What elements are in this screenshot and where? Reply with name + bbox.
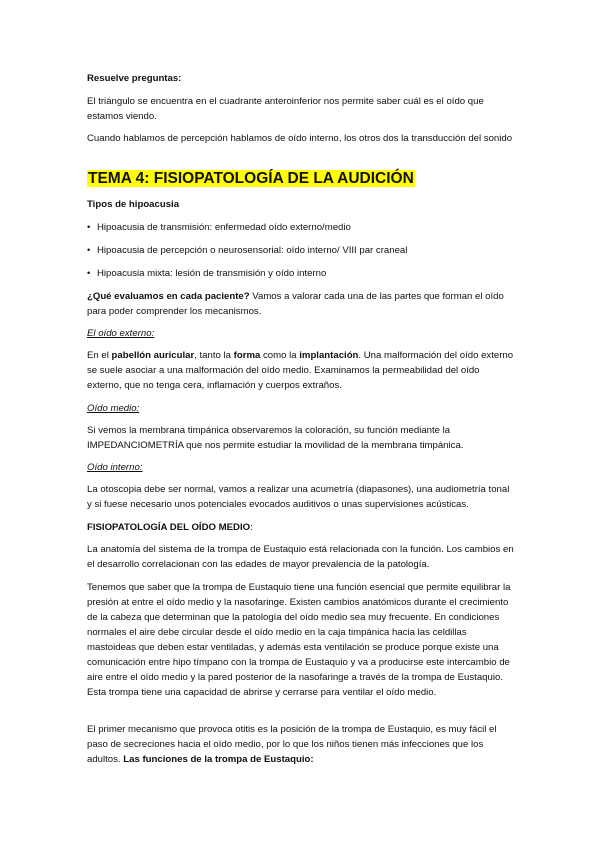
chapter-heading-text: TEMA 4: FISIOPATOLOGÍA DE LA AUDICIÓN [88,170,414,187]
text-run: . Una malformación del oído externo se suele asociar a una malformación del oído medio. Examinamos la permeabilidad del oído externo, que no tenga cera, inflamación y cuerpos extraños. [87,350,514,391]
question-rest: Vamos a valorar cada una de las partes que forman el oído para poder comprender los mecanismos. [87,291,504,317]
list-item-text: Hipoacusia mixta: lesión de transmisión y oído interno [97,268,327,279]
paragraph-triangulo: El triángulo se encuentra en el cuadrante anteroinferior nos permite saber cuál es el oído que estamos viendo. [87,96,484,122]
paragraph-tenemos: Tenemos que saber que la trompa de Eustaquio tiene una función esencial que permite equilibrar la presión at entre el oído medio y la nasofaringe. Existen cambios anatómicos durante el crecimiento de la cabeza que determinan que la patología del oído medio sea muy frecuente. En condiciones normales el aire debe circular desde el oído medio en la caja timpánica hacia las celdillas mastoideas que deben estar ventiladas, y además esta ventilación se produce porque existe una comunicación entre hipo tímpano con la trompa de Eustaquio y va a producirse este intercambio de aire entre el oído medio y la pared posterior de la nasofaringe a través de la trompa de Eustaquio. Esta trompa tiene una capacidad de abrirse y cerrarse para ventilar el oído medio. [87,582,511,698]
bullet-icon: • [87,222,91,233]
subsection-title-interno: Oído interno: [87,462,143,473]
bullet-icon: • [87,245,91,256]
text-run: En el [87,350,112,361]
term-implantacion: implantación [299,350,359,361]
paragraph-evaluamos [87,289,515,319]
paragraph-externo [87,348,515,393]
paragraph-medio: Si vemos la membrana timpánica observaremos la coloración, su función mediante la IMPEDANCIOMETRÍA que nos permite estudiar la movilidad de la membrana timpánica. [87,425,464,451]
fisiopatologia-colon: : [250,522,253,533]
resuelve-label: Resuelve preguntas: [87,73,182,84]
list-item-text: Hipoacusia de transmisión: enfermedad oído externo/medio [97,222,351,233]
list-item [87,243,515,258]
paragraph-primer-mecanismo [87,722,515,767]
question-bold: ¿Qué evaluamos en cada paciente? [87,291,250,302]
list-item-text: Hipoacusia de percepción o neurosensorial: oído interno/ VIII par craneal [97,245,408,256]
text-run: El primer mecanismo que provoca otitis es la posición de la trompa de Eustaquio, es muy fácil el paso de secreciones hacia el oído medio, por lo que los niños tienen más infecciones que los adultos. [87,724,497,765]
fisiopatologia-text: FISIOPATOLOGÍA DEL OÍDO MEDIO [87,522,251,533]
text-run: como la [260,350,300,361]
paragraph-anatomia: La anatomía del sistema de la trompa de Eustaquio está relacionada con la función. Los cambios en el desarrollo correlacionan con las edades de mayor prevalencia de la patología. [87,544,514,570]
subsection-title-externo: El oído externo: [87,328,155,339]
text-run: , tanto la [194,350,234,361]
funciones-trompa-bold: Las funciones de la trompa de Eustaquio: [123,754,314,765]
paragraph-interno: La otoscopia debe ser normal, vamos a realizar una acumetría (diapasones), una audiometría tonal y si fuese necesario unos potenciales evocados auditivos o unas supervisiones acústicas. [87,484,510,510]
paragraph-percepcion: Cuando hablamos de percepción hablamos de oído interno, los otros dos la transducción del sonido [87,133,513,144]
section-title-tipos: Tipos de hipoacusia [87,199,180,210]
subsection-title-medio: Oído medio: [87,403,140,414]
list-item [87,220,515,235]
term-forma: forma [233,350,261,361]
term-pabellon: pabellón auricular [111,350,195,361]
list-item [87,266,515,281]
chapter-heading [87,168,415,190]
section-title-fisiopatologia [87,520,515,535]
bullet-icon: • [87,268,91,279]
